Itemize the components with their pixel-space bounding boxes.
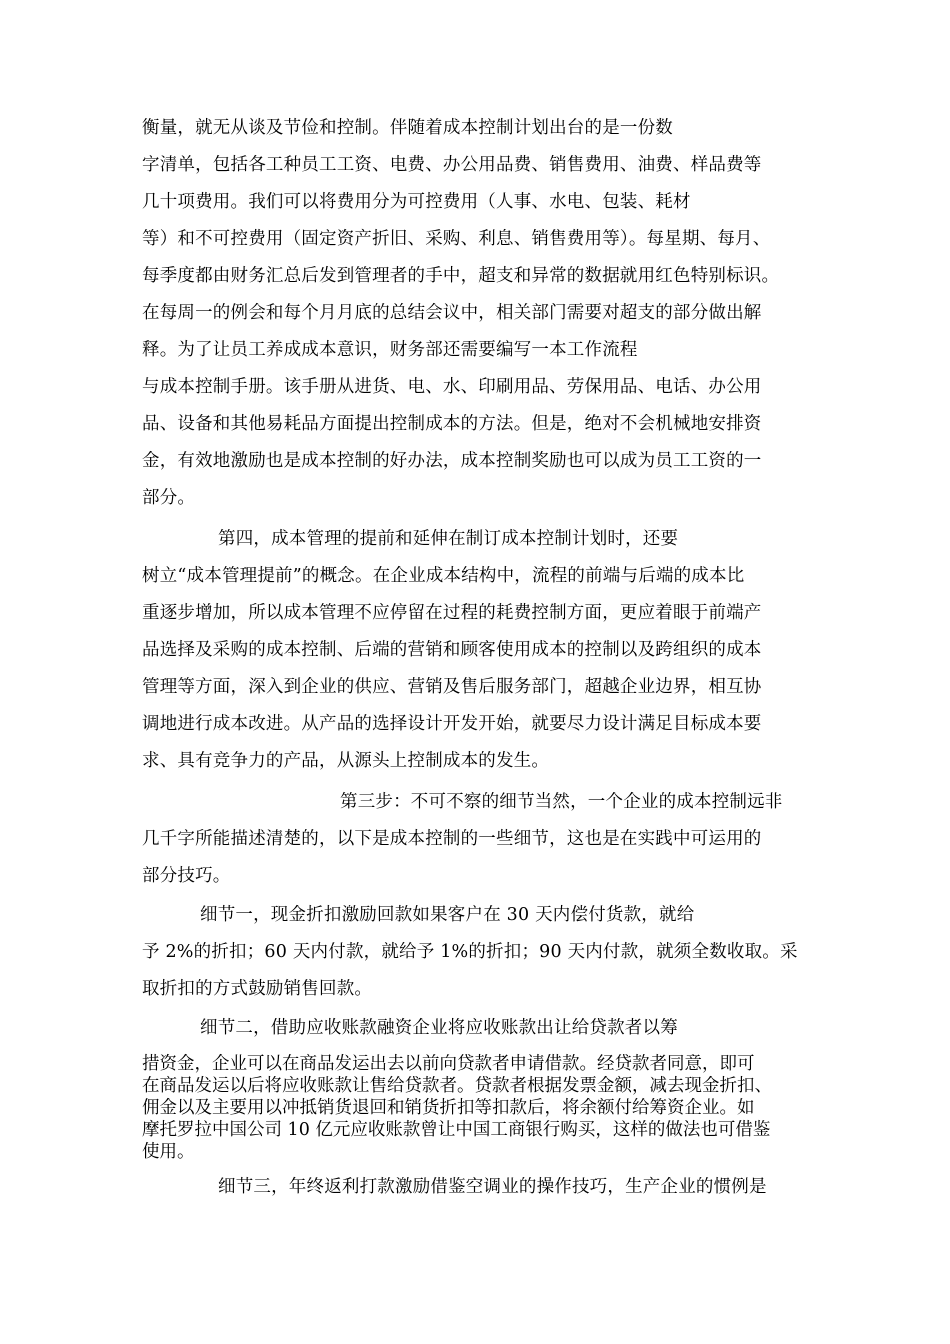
detail-heading-line: 细节三，年终返利打款激励借鉴空调业的操作技巧，生产企业的惯例是 [218,1177,767,1197]
paragraph-line: 等）和不可控费用（固定资产折旧、采购、利息、销售费用等）。每星期、每月、 [142,229,771,249]
paragraph-line: 几千字所能描述清楚的，以下是成本控制的一些细节，这也是在实践中可运用的 [142,829,762,849]
paragraph-line: 每季度都由财务汇总后发到管理者的手中，超支和异常的数据就用红色特别标识。 [142,266,780,286]
detail-heading-line: 细节一，现金折扣激励回款如果客户在 30 天内偿付货款，就给 [200,905,695,925]
paragraph-line: 衡量，就无从谈及节俭和控制。伴随着成本控制计划出台的是一份数 [142,118,673,138]
paragraph-line: 树立“成本管理提前”的概念。在企业成本结构中，流程的前端与后端的成本比 [142,566,745,586]
paragraph-line: 使用。 [142,1142,195,1162]
paragraph-line: 部分技巧。 [142,866,231,886]
paragraph-line: 字清单，包括各工种员工工资、电费、办公用品费、销售费用、油费、样品费等 [142,155,762,175]
detail-heading-line: 细节二，借助应收账款融资企业将应收账款出让给贷款者以筹 [200,1018,678,1038]
paragraph-line: 予 2%的折扣；60 天内付款，就给予 1%的折扣；90 天内付款，就须全数收取。采 [142,942,798,962]
paragraph-line: 摩托罗拉中国公司 10 亿元应收账款曾让中国工商银行购买，这样的做法也可借鉴 [142,1120,771,1140]
section-heading-line: 第四，成本管理的提前和延伸在制订成本控制计划时，还要 [218,529,679,549]
paragraph-line: 重逐步增加，所以成本管理不应停留在过程的耗费控制方面，更应着眼于前端产 [142,603,762,623]
paragraph-line: 求、具有竞争力的产品，从源头上控制成本的发生。 [142,751,550,771]
paragraph-line: 调地进行成本改进。从产品的选择设计开发开始，就要尽力设计满足目标成本要 [142,714,762,734]
paragraph-line: 措资金，企业可以在商品发运出去以前向贷款者申请借款。经贷款者同意，即可 [142,1054,755,1074]
paragraph-line: 取折扣的方式鼓励销售回款。 [142,979,373,999]
section-heading-line: 第三步：不可不察的细节当然，一个企业的成本控制远非 [340,792,783,812]
paragraph-line: 与成本控制手册。该手册从进货、电、水、印刷用品、劳保用品、电话、办公用 [142,377,762,397]
paragraph-line: 金，有效地激励也是成本控制的好办法，成本控制奖励也可以成为员工工资的一 [142,451,762,471]
paragraph-line: 部分。 [142,488,196,508]
paragraph-line: 释。为了让员工养成成本意识，财务部还需要编写一本工作流程 [142,340,638,360]
paragraph-line: 在商品发运以后将应收账款让售给贷款者。贷款者根据发票金额，减去现金折扣、 [142,1076,772,1096]
paragraph-line: 佣金以及主要用以冲抵销货退回和销货折扣等扣款后，将余额付给筹资企业。如 [142,1098,755,1118]
paragraph-line: 几十项费用。我们可以将费用分为可控费用（人事、水电、包装、耗材 [142,192,691,212]
paragraph-line: 在每周一的例会和每个月月底的总结会议中，相关部门需要对超支的部分做出解 [142,303,762,323]
paragraph-line: 管理等方面，深入到企业的供应、营销及售后服务部门，超越企业边界，相互协 [142,677,762,697]
paragraph-line: 品、设备和其他易耗品方面提出控制成本的方法。但是，绝对不会机械地安排资 [142,414,762,434]
paragraph-line: 品选择及采购的成本控制、后端的营销和顾客使用成本的控制以及跨组织的成本 [142,640,762,660]
